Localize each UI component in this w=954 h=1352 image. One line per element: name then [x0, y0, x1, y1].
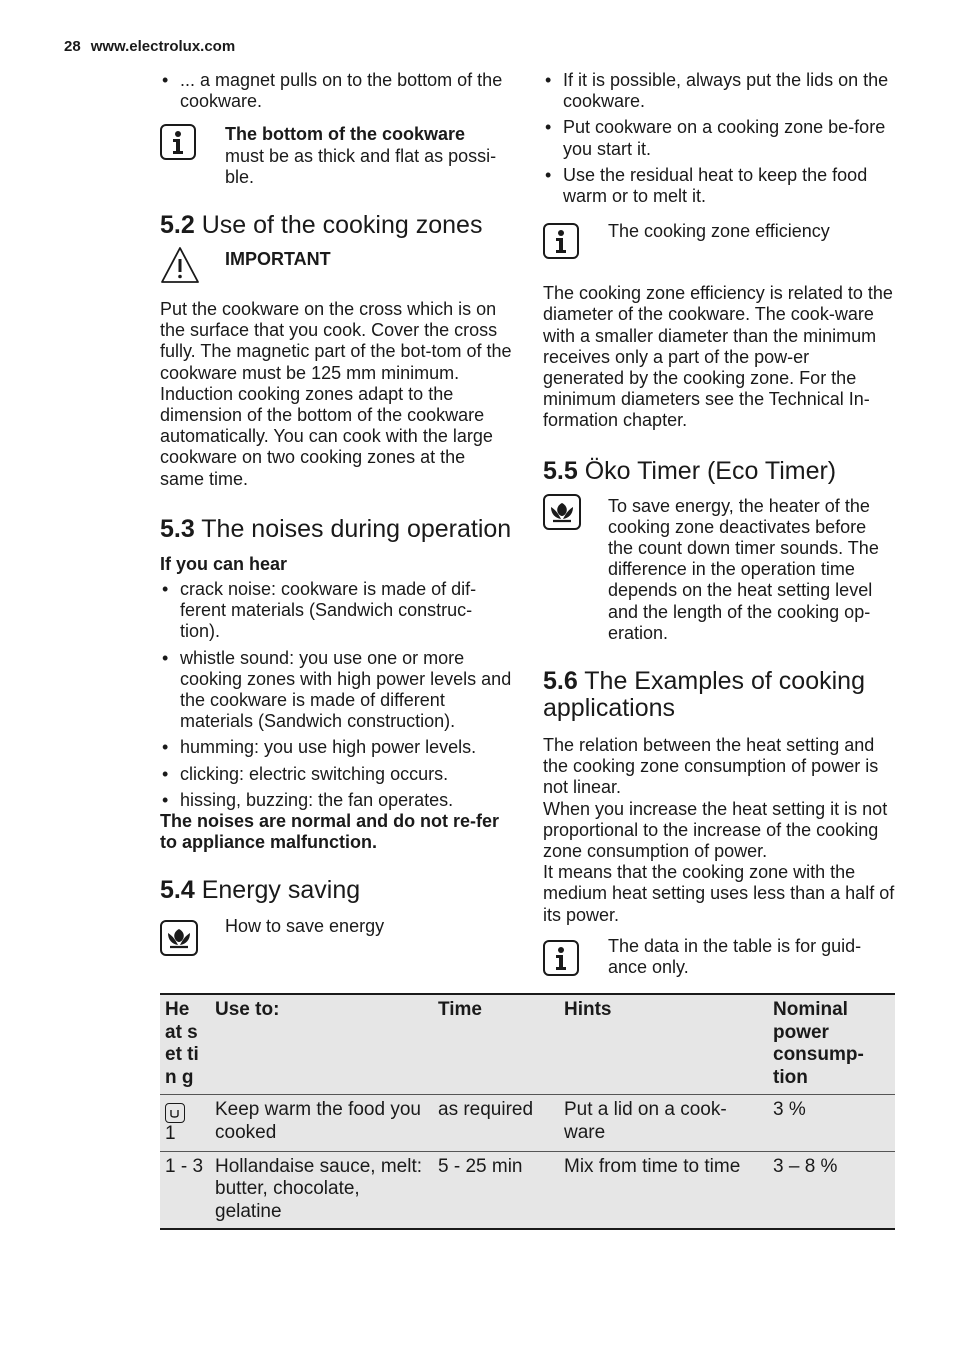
leaf-eco-icon: [543, 494, 581, 530]
left-column: [160, 70, 512, 960]
power-cell: 3 %: [773, 1099, 806, 1120]
section-number: 5.3: [160, 514, 195, 543]
list-item: • clicking: electric switching occurs.: [160, 764, 512, 785]
table-header-row: [160, 994, 895, 1095]
tips-list: [543, 70, 895, 207]
examples-paragraph-1: The relation between the heat setting and the cooking zone consumption of power is not linear.: [543, 735, 879, 798]
noise-list: [160, 579, 512, 811]
subheading: If you can hear: [160, 553, 288, 574]
cooking-zones-paragraph: Put the cookware on the cross which is on the surface that you cook. Cover the cross fully. The magnetic part of the bot-tom of the cookware must be 125 mm minimum. Induction cooking zones adapt to the dimension of the bottom of the cookware automatically. You can cook with the large cookware on two cooking zones at the same time.: [160, 299, 512, 489]
column-header-use: Use to:: [215, 999, 280, 1020]
info-icon: [543, 223, 579, 259]
heat-value: 1: [165, 1123, 176, 1144]
section-title: Öko Timer (Eco Timer): [584, 456, 837, 485]
time-cell: 5 - 25 min: [438, 1155, 523, 1177]
warning-triangle-icon: [160, 245, 200, 290]
list-item: • hissing, buzzing: the fan operates.: [160, 790, 512, 811]
keep-warm-symbol-icon: [165, 1103, 185, 1123]
page-header: [64, 38, 235, 55]
table-guidance-text: The data in the table is for guid-ance only.: [608, 935, 862, 978]
section-title: The Examples of cooking applications: [543, 667, 865, 723]
cookware-bottom-note: [160, 124, 512, 188]
section-title: Energy saving: [201, 876, 361, 905]
cooking-table: [160, 993, 895, 1230]
info-icon: [543, 940, 579, 976]
section-number: 5.4: [160, 876, 195, 905]
column-header-time: Time: [438, 999, 483, 1020]
section-5-5-heading: [543, 458, 895, 485]
info-icon: [160, 124, 196, 160]
section-5-2-heading: [160, 212, 512, 239]
eco-timer-note-text: To save energy, the heater of the cooking zone deactivates before the count down timer sounds. The difference in the operation time depends on the heat setting level and the length of the cooking op-eration.: [608, 495, 879, 643]
heat-cell: [160, 1095, 210, 1152]
list-item: • crack noise: cookware is made of dif-ferent materials (Sandwich construc-tion).: [160, 579, 512, 643]
section-5-3-heading: [160, 516, 512, 543]
table-row: [160, 1095, 895, 1152]
list-item: • Put cookware on a cooking zone be-fore you start it.: [543, 117, 895, 159]
power-cell: 3 – 8 %: [773, 1155, 838, 1177]
site-url: www.electrolux.com: [90, 38, 236, 55]
use-cell: Keep warm the food you cooked: [215, 1099, 421, 1143]
section-number: 5.2: [160, 211, 195, 240]
page-number: 28: [64, 38, 81, 55]
efficiency-note: [543, 221, 895, 271]
hints-cell: Mix from time to time: [564, 1155, 741, 1177]
important-label: IMPORTANT: [225, 249, 331, 270]
hints-cell: Put a lid on a cook-ware: [564, 1099, 727, 1143]
eco-timer-note: [543, 496, 895, 644]
section-title: The noises during operation: [201, 514, 512, 543]
list-item: • whistle sound: you use one or more cooking zones with high power levels and the cookware is made of different materials (Sandwich construction).: [160, 648, 512, 733]
section-5-6-heading: [543, 668, 895, 722]
energy-note-text: How to save energy: [225, 916, 385, 937]
examples-paragraph-3: It means that the cooking zone with the medium heat setting uses less than a half of its power.: [543, 862, 895, 925]
leaf-eco-icon: [160, 920, 198, 956]
list-item: • humming: you use high power levels.: [160, 737, 512, 758]
section-title: Use of the cooking zones: [201, 211, 483, 240]
efficiency-note-text: The cooking zone efficiency: [608, 221, 830, 242]
time-cell: as required: [438, 1099, 534, 1120]
table-guidance-note: [543, 936, 895, 980]
list-item: • ... a magnet pulls on to the bottom of the cookware.: [160, 70, 512, 112]
column-header-heat-setting: He at set tin g: [165, 999, 199, 1088]
examples-paragraph-2: When you increase the heat setting it is not proportional to the increase of the cooking zone consumption of power.: [543, 798, 888, 862]
important-note: [160, 249, 512, 289]
right-column: [543, 70, 895, 980]
use-cell: Hollandaise sauce, melt: butter, chocolate, gelatine: [215, 1155, 422, 1222]
section-number: 5.6: [543, 667, 578, 696]
note-text: must be as thick and flat as possi-ble.: [225, 145, 497, 187]
efficiency-paragraph: The cooking zone efficiency is related to the diameter of the cookware. The cook-ware with a smaller diameter than the minimum receives only a part of the pow-er generated by the cooking zone. For the minimum diameters see the Technical In-formation chapter.: [543, 283, 893, 431]
magnet-list: [160, 70, 512, 112]
list-item: • If it is possible, always put the lids on the cookware.: [543, 70, 895, 112]
note-title: The bottom of the cookware: [225, 124, 466, 145]
column-header-power: Nominal power consump-tion: [773, 999, 864, 1088]
heat-cell: 1 - 3: [165, 1155, 204, 1177]
table-row: [160, 1151, 895, 1229]
list-item: • Use the residual heat to keep the food warm or to melt it.: [543, 165, 895, 207]
noise-closing: The noises are normal and do not re-fer to appliance malfunction.: [160, 811, 500, 853]
column-header-hints: Hints: [564, 999, 612, 1020]
section-5-4-heading: [160, 877, 512, 904]
section-number: 5.5: [543, 456, 578, 485]
energy-note: [160, 916, 512, 960]
